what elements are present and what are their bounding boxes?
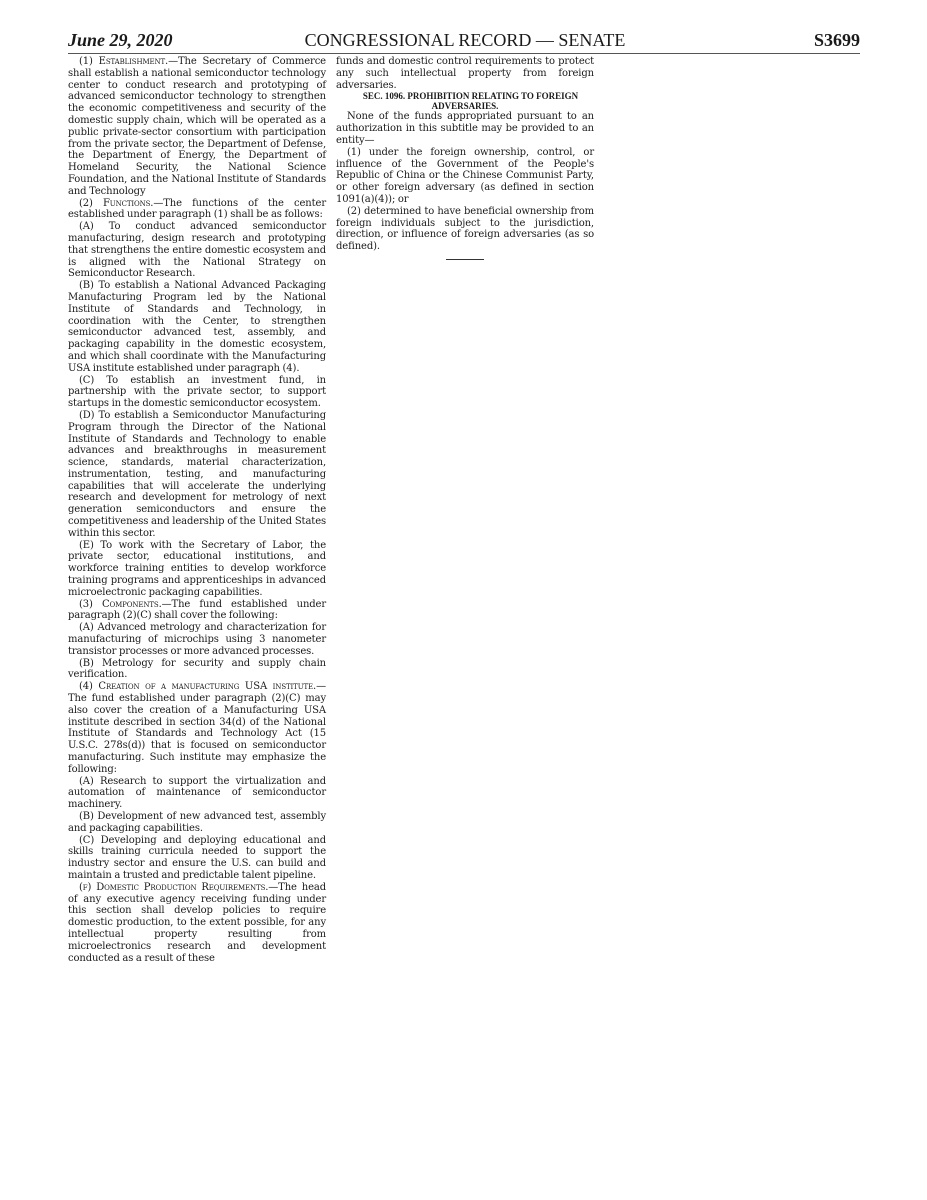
paragraph-item-1: (1) under the foreign ownership, control, or influence of the Government of the People's Republic of China or the Chinese Communist Party, or other foreign adversary (as defined in section 1091(a)(4)); or: [336, 146, 594, 205]
paragraph-functions-c: (C) To establish an investment fund, in partnership with the private sector, to support startups in the domestic semiconductor ecosystem.: [68, 374, 326, 410]
paragraph-functions-b: (B) To establish a National Advanced Packaging Manufacturing Program led by the National Institute of Standards and Technology, in coordination with the Center, to strengthen semiconductor advanced test, assembly, and packaging capability in the domestic ecosystem, and which shall coordinate with the Manufacturing USA institute established under paragraph (4).: [68, 280, 326, 374]
section-heading: SEC. 1096. PROHIBITION RELATING TO FOREIGN ADVERSARIES.: [362, 91, 579, 112]
header-title: CONGRESSIONAL RECORD — SENATE: [304, 30, 626, 50]
paragraph-intro: None of the funds appropriated pursuant to an authorization in this subtitle may be provided to an entity—: [336, 111, 594, 146]
paragraph-institute-b: (B) Development of new advanced test, assembly and packaging capabilities.: [68, 811, 326, 834]
paragraph-institute-c: (C) Developing and deploying educational and skills training curricula needed to support the industry sector and ensure the U.S. can build and maintain a trusted and predictable talent pipeline.: [68, 834, 326, 881]
section-end-rule: [446, 259, 484, 260]
paragraph-institute-a: (A) Research to support the virtualization and automation of maintenance of semiconductor machinery.: [68, 775, 326, 811]
paragraph-establishment: [68, 56, 326, 198]
paragraph-item-2: (2) determined to have beneficial ownership from foreign individuals subject to the jurisdiction, direction, or influence of foreign adversaries (as so defined).: [336, 205, 594, 253]
paragraph-text: —The fund established under paragraph (2)(C) may also cover the creation of a Manufacturing USA institute described in section 34(d) of the National Institute of Standards and Technology Act (15 U.S.C. 278s(d)) that is focused on semiconductor manufacturing. Such institute may emphasize the following:: [68, 681, 326, 775]
paragraph-manufacturing-institute: [68, 681, 326, 775]
paragraph-label: (4) Creation of a manufacturing USA institute.: [79, 681, 317, 693]
paragraph-components-a: (A) Advanced metrology and characterization for manufacturing of microchips using 3 nanometer transistor processes or more advanced processes.: [68, 622, 326, 657]
paragraph-text: —The fund established under paragraph (2)(C) shall cover the following:: [68, 598, 327, 622]
paragraph-label: (2) Functions.: [79, 197, 154, 209]
paragraph-label: (3) Components.: [79, 598, 162, 610]
paragraph-components-b: (B) Metrology for security and supply chain verification.: [68, 657, 326, 681]
paragraph-text: —The functions of the center established under paragraph (1) shall be as follows:: [68, 197, 326, 221]
paragraph-domestic-production: [68, 882, 326, 965]
paragraph-continuation: funds and domestic control requirements to protect any such intellectual property from foreign adversaries.: [336, 56, 594, 91]
paragraph-functions-e: (E) To work with the Secretary of Labor, the private sector, educational institutions, and workforce training entities to develop workforce training programs and apprenticeships in advanced microelectronic packaging capabilities.: [68, 539, 326, 598]
paragraph-functions-d: (D) To establish a Semiconductor Manufacturing Program through the Director of the National Institute of Standards and Technology to enable advances and breakthroughs in measurement science, standards, material characterization, instrumentation, testing, and manufacturing capabilities that will accelerate the underlying research and development for metrology of next generation semiconductors and ensure the competitiveness and leadership of the United States within this sector.: [68, 409, 326, 539]
header-page-number: S3699: [813, 30, 860, 50]
paragraph-text: —The head of any executive agency receiving funding under this section shall develop policies to require domestic production, to the extent possible, for any intellectual property resulting from microelectronics research and development conducted as a result of these: [68, 881, 326, 964]
paragraph-label: (1) Establishment.: [79, 56, 169, 67]
paragraph-text: —The Secretary of Commerce shall establish a national semiconductor technology center to conduct research and prototyping of advanced semiconductor technology to strengthen the economic competitiveness and security of the domestic supply chain, which will be operated as a public private-sector consortium with participation from the private sector, the Department of Defense, the Department of Energy, the Department of Homeland Security, the National Science Foundation, and the National Institute of Standards and Technology: [68, 56, 326, 197]
page-header: [68, 29, 860, 54]
paragraph-functions-a: (A) To conduct advanced semiconductor manufacturing, design research and prototyping that strengthens the entire domestic ecosystem and is aligned with the National Strategy on Semiconductor Research.: [68, 221, 326, 280]
header-date: June 29, 2020: [68, 30, 173, 50]
left-column: [68, 56, 326, 964]
paragraph-components: [68, 599, 326, 623]
middle-column: [336, 56, 594, 260]
paragraph-label: (f) Domestic Production Requirements.: [79, 881, 269, 893]
paragraph-functions: [68, 198, 326, 222]
